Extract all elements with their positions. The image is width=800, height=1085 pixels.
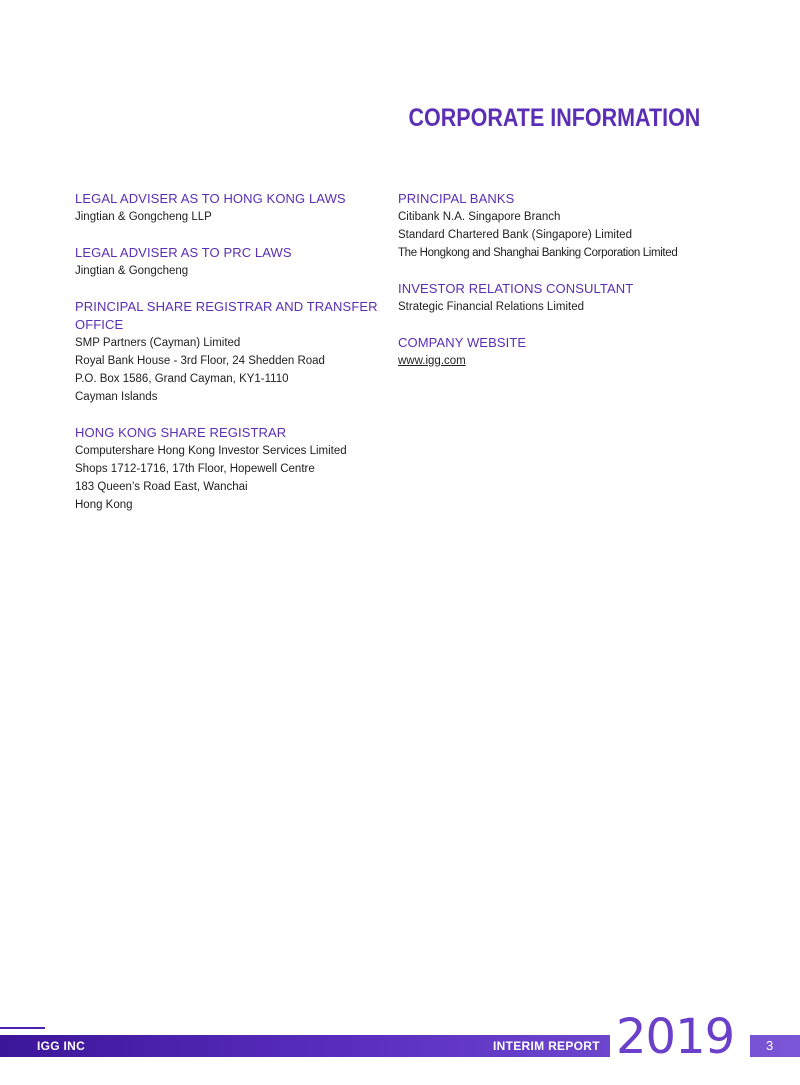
- page-footer: [0, 1009, 800, 1065]
- section-line: Royal Bank House - 3rd Floor, 24 Shedden Road: [75, 355, 325, 367]
- section-legal-adviser-prc: [75, 244, 390, 280]
- section-principal-banks: [398, 190, 718, 262]
- section-share-registrar: [75, 298, 390, 406]
- footer-accent-line: [0, 1027, 45, 1029]
- section-line: 183 Queen’s Road East, Wanchai: [75, 481, 248, 493]
- section-company-website: [398, 334, 718, 370]
- page-title: CORPORATE INFORMATION: [408, 104, 700, 132]
- section-line: Computershare Hong Kong Investor Services Limited: [75, 445, 347, 457]
- section-legal-adviser-hk: [75, 190, 390, 226]
- footer-report-label: INTERIM REPORT: [493, 1039, 600, 1053]
- section-line: Shops 1712-1716, 17th Floor, Hopewell Centre: [75, 463, 315, 475]
- section-heading: PRINCIPAL SHARE REGISTRAR AND TRANSFER OFFICE: [75, 299, 378, 332]
- company-website-link[interactable]: www.igg.com: [398, 355, 466, 367]
- section-heading: COMPANY WEBSITE: [398, 335, 527, 350]
- section-heading: PRINCIPAL BANKS: [398, 191, 515, 206]
- section-heading: LEGAL ADVISER AS TO HONG KONG LAWS: [75, 191, 346, 206]
- footer-year: 2019: [616, 1009, 735, 1065]
- section-line: Cayman Islands: [75, 391, 158, 403]
- section-heading: LEGAL ADVISER AS TO PRC LAWS: [75, 245, 292, 260]
- section-line: The Hongkong and Shanghai Banking Corporation Limited: [398, 247, 678, 259]
- section-line: Standard Chartered Bank (Singapore) Limited: [398, 229, 632, 241]
- section-line: Strategic Financial Relations Limited: [398, 301, 585, 313]
- section-line: Hong Kong: [75, 499, 133, 511]
- section-line: P.O. Box 1586, Grand Cayman, KY1-1110: [75, 373, 289, 385]
- right-column: [398, 190, 718, 388]
- section-line: SMP Partners (Cayman) Limited: [75, 337, 241, 349]
- section-heading: HONG KONG SHARE REGISTRAR: [75, 425, 287, 440]
- section-heading: INVESTOR RELATIONS CONSULTANT: [398, 281, 634, 296]
- page-number: 3: [766, 1038, 774, 1053]
- left-column: [75, 190, 390, 532]
- section-line: Jingtian & Gongcheng LLP: [75, 211, 212, 223]
- section-investor-relations: [398, 280, 718, 316]
- section-hk-share-registrar: [75, 424, 390, 514]
- section-line: Citibank N.A. Singapore Branch: [398, 211, 561, 223]
- section-line: Jingtian & Gongcheng: [75, 265, 189, 277]
- footer-company: IGG INC: [37, 1039, 86, 1053]
